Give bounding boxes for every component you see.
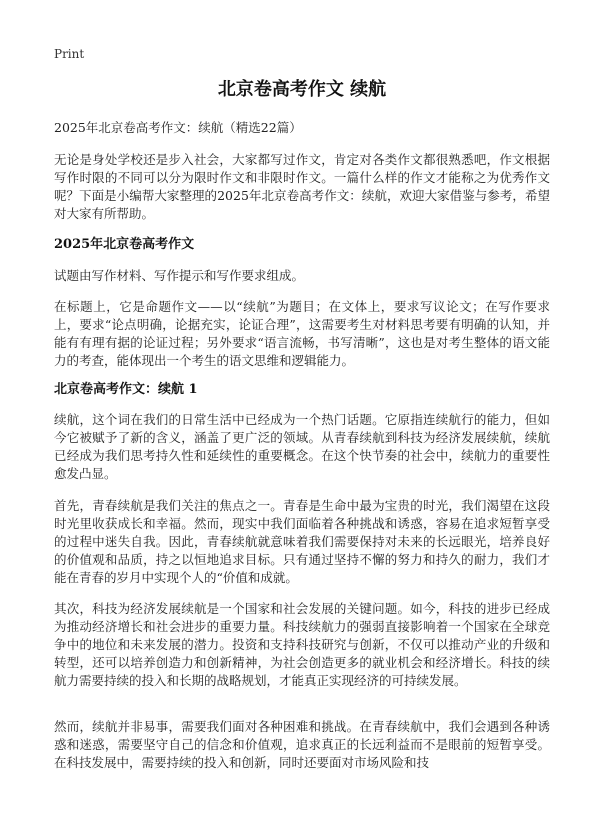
essay-paragraph-2: 首先，青春续航是我们关注的焦点之一。青春是生命中最为宝贵的时光，我们渴望在这段时光里收获成长和幸福。然而，现实中我们面临着各种挑战和诱惑，容易在追求短暂享受的过程中迷失自我。因此，青春续航就意味着我们需要保持对未来的长远眼光，培养良好的价值观和品质，持之以恒地追求目标。只有通过坚持不懈的努力和持久的耐力，我们才能在青春的岁月中实现个人的“价值和成就。 [54, 498, 550, 585]
page-title: 北京卷高考作文 续航 [217, 79, 387, 100]
section-heading-essay-1: 北京卷高考作文：续航 1 [54, 382, 198, 397]
article-subtitle: 2025年北京卷高考作文：续航（精选22篇） [54, 120, 302, 135]
essay-paragraph-4: 然而，续航并非易事，需要我们面对各种困难和挑战。在青春续航中，我们会遇到各种诱惑和迷惑，需要坚守自己的信念和价值观，追求真正的长远利益而不是眼前的短暂享受。在科技发展中，需要持续的投入和创新，同时还要面对市场风险和技 [54, 719, 550, 770]
essay-paragraph-1: 续航，这个词在我们的日常生活中已经成为一个热门话题。它原指连续航行的能力，但如今它被赋予了新的含义，涵盖了更广泛的领域。从青春续航到科技为经济发展续航，续航已经成为我们思考持久性和延续性的重要概念。在这个快节奏的社会中，续航力的重要性愈发凸显。 [54, 412, 550, 481]
exam-structure-paragraph: 试题由写作材料、写作提示和写作要求组成。 [54, 268, 305, 283]
essay-paragraph-3: 其次，科技为经济发展续航是一个国家和社会发展的关键问题。如今，科技的进步已经成为推动经济增长和社会进步的重要力量。科技续航力的强弱直接影响着一个国家在全球竞争中的地位和未来发展的潜力。投资和支持科技研究与创新，不仅可以推动产业的升级和转型，还可以培养创造力和创新精神，为社会创造更多的就业机会和经济增长。科技的续航力需要持续的投入和长期的战略规划，才能真正实现经济的可持续发展。 [54, 601, 550, 688]
intro-paragraph: 无论是身处学校还是步入社会，大家都写过作文，肯定对各类作文都很熟悉吧，作文根据写作时限的不同可以分为限时作文和非限时作文。一篇什么样的作文才能称之为优秀作文呢？下面是小编帮大家整理的2025年北京卷高考作文：续航，欢迎大家借鉴与参考，希望对大家有所帮助。 [54, 152, 550, 221]
print-link[interactable]: Print [54, 47, 85, 61]
section-heading-exam: 2025年北京卷高考作文 [54, 237, 195, 252]
exam-analysis-paragraph: 在标题上，它是命题作文——以“续航”为题目；在文体上，要求写议论文；在写作要求上，要求“论点明确，论据充实，论证合理”，这需要考生对材料思考要有明确的认知，并能有有理有据的论证过程；另外要求“语言流畅，书写清晰”，这也是对考生整体的语文能力的考查，能体现出一个考生的语文思维和逻辑能力。 [54, 299, 550, 368]
